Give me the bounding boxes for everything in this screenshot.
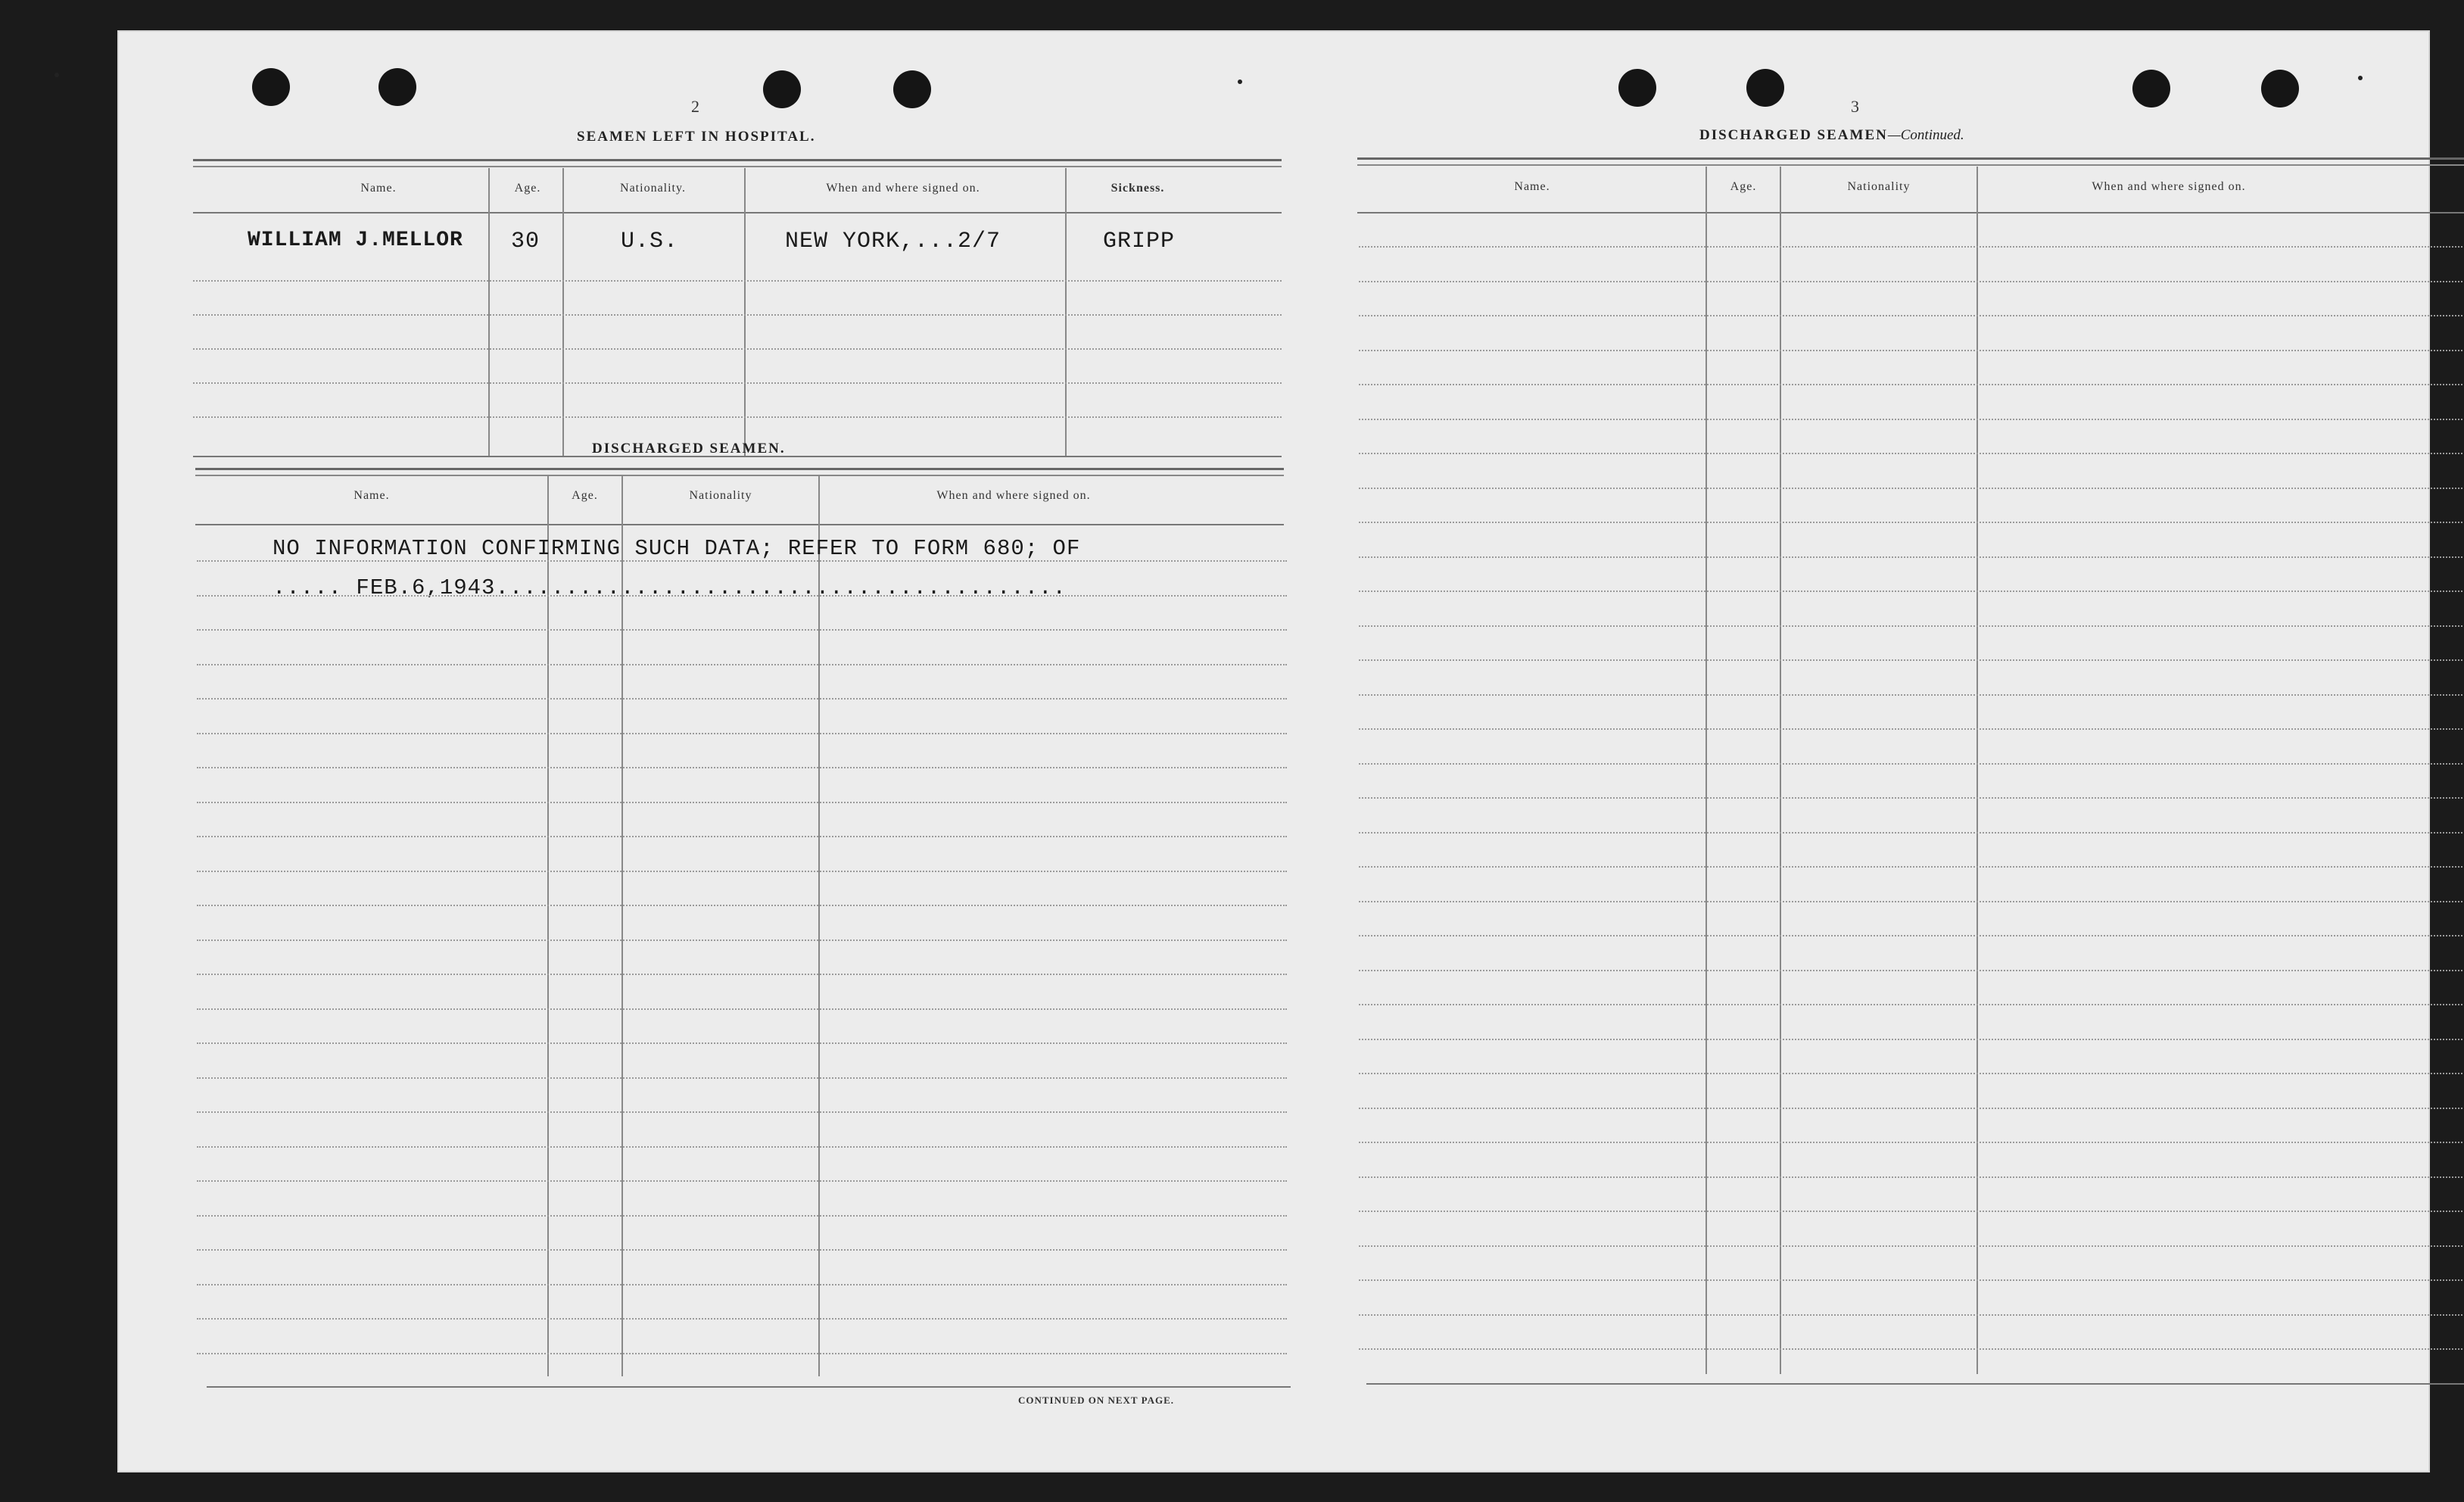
ruled-line	[1359, 1279, 2464, 1281]
right-header-signed-on: When and where signed on.	[2092, 180, 2246, 193]
ruled-line	[1359, 728, 2464, 730]
right-header-age: Age.	[1730, 180, 1757, 193]
hospital-top-rule	[193, 159, 1282, 167]
ruled-line	[197, 733, 1287, 734]
hospital-header-nationality: Nationality.	[620, 182, 686, 195]
punch-hole	[763, 70, 801, 108]
hospital-sickness-value: GRIPP	[1103, 229, 1176, 254]
hospital-header-rule	[193, 212, 1282, 213]
ruled-line	[197, 1284, 1287, 1285]
ruled-line	[193, 382, 1282, 384]
ruled-line	[1359, 625, 2464, 627]
ruled-line	[1359, 281, 2464, 282]
ruled-line	[1359, 488, 2464, 489]
ruled-line	[197, 595, 1287, 597]
ruled-line	[1359, 1176, 2464, 1178]
hospital-nationality-value: U.S.	[621, 229, 679, 254]
ruled-line	[197, 836, 1287, 837]
ruled-line	[1359, 1314, 2464, 1316]
speck	[2358, 76, 2363, 80]
punch-hole	[252, 68, 290, 106]
ruled-line	[197, 1077, 1287, 1079]
right-header-name: Name.	[1514, 180, 1550, 193]
ruled-line	[1359, 832, 2464, 834]
punch-hole	[1746, 69, 1784, 107]
discharged-header-signed-on: When and where signed on.	[936, 489, 1091, 502]
ruled-line	[1359, 797, 2464, 799]
document-sheet	[117, 30, 2430, 1472]
hospital-header-age: Age.	[514, 182, 541, 195]
ruled-line	[197, 1111, 1287, 1113]
ruled-line	[197, 560, 1287, 562]
ruled-line	[1359, 694, 2464, 696]
ruled-line	[197, 974, 1287, 975]
ruled-line	[1359, 901, 2464, 902]
ruled-line	[197, 1249, 1287, 1251]
left-bottom-rule	[207, 1386, 1291, 1388]
ruled-line	[1359, 1142, 2464, 1143]
ruled-line	[197, 698, 1287, 700]
right-col-divider	[1705, 167, 1707, 1374]
ruled-line	[1359, 246, 2464, 248]
ruled-line	[1359, 591, 2464, 592]
right-header-nationality: Nationality	[1847, 180, 1911, 193]
ruled-line	[1359, 935, 2464, 936]
ruled-line	[1359, 1108, 2464, 1109]
discharged-col-divider	[547, 475, 549, 1376]
ruled-line	[1359, 556, 2464, 558]
discharged-header-age: Age.	[572, 489, 598, 502]
right-title-main: DISCHARGED SEAMEN	[1699, 127, 1888, 143]
hospital-col-divider	[562, 168, 564, 457]
ruled-line	[197, 1180, 1287, 1182]
ruled-line	[1359, 350, 2464, 351]
hospital-col-divider	[1065, 168, 1067, 457]
ruled-line	[193, 314, 1282, 316]
ruled-line	[1359, 1039, 2464, 1040]
hospital-col-divider	[488, 168, 490, 457]
ruled-line	[1359, 1245, 2464, 1247]
discharged-col-divider	[621, 475, 623, 1376]
ruled-line	[197, 905, 1287, 906]
speck	[1238, 79, 1242, 84]
punch-hole	[378, 68, 416, 106]
ruled-line	[197, 629, 1287, 631]
page-number-left: 2	[691, 97, 699, 116]
ruled-line	[197, 1008, 1287, 1010]
hospital-signed-on-value: NEW YORK,...2/7	[785, 229, 1001, 254]
ruled-line	[1359, 419, 2464, 420]
ruled-line	[1359, 384, 2464, 385]
hospital-header-sickness: Sickness.	[1111, 182, 1165, 195]
ruled-line	[197, 1146, 1287, 1148]
discharged-col-divider	[818, 475, 820, 1376]
punch-hole	[893, 70, 931, 108]
right-top-rule	[1357, 157, 2464, 166]
ruled-line	[1359, 866, 2464, 868]
hospital-section-title: SEAMEN LEFT IN HOSPITAL.	[577, 129, 816, 145]
discharged-section-title: DISCHARGED SEAMEN.	[592, 441, 786, 457]
ruled-line	[1359, 1348, 2464, 1350]
ruled-line	[197, 1353, 1287, 1354]
discharged-header-rule	[195, 524, 1284, 525]
ruled-line	[1359, 659, 2464, 661]
punch-hole	[2132, 70, 2170, 108]
right-col-divider	[1780, 167, 1781, 1374]
ruled-line	[193, 416, 1282, 418]
ruled-line	[1359, 1073, 2464, 1074]
ruled-line	[197, 664, 1287, 665]
discharged-header-nationality: Nationality	[689, 489, 752, 502]
discharged-note-line-2: ..... FEB.6,1943.........................................	[273, 575, 1067, 600]
ruled-line	[193, 348, 1282, 350]
hospital-name-value: WILLIAM J.MELLOR	[248, 229, 463, 252]
punch-hole	[1618, 69, 1656, 107]
ruled-line	[197, 1318, 1287, 1320]
hospital-header-name: Name.	[360, 182, 397, 195]
right-section-title	[1699, 127, 1964, 144]
ruled-line	[197, 871, 1287, 872]
hospital-col-divider	[744, 168, 746, 457]
right-title-continued: —Continued.	[1887, 127, 1964, 143]
ruled-line	[197, 1215, 1287, 1217]
discharged-note-line-1: NO INFORMATION CONFIRMING SUCH DATA; REFER TO FORM 680; OF	[273, 536, 1081, 561]
ruled-line	[197, 767, 1287, 768]
ruled-line	[193, 280, 1282, 282]
ruled-line	[1359, 453, 2464, 454]
ruled-line	[1359, 1211, 2464, 1212]
continued-footer: CONTINUED ON NEXT PAGE.	[1018, 1394, 1174, 1406]
right-col-divider	[1976, 167, 1978, 1374]
page-number-right: 3	[1851, 97, 1859, 116]
hospital-header-signed-on: When and where signed on.	[826, 182, 980, 195]
punch-hole	[2261, 70, 2299, 108]
ruled-line	[197, 1042, 1287, 1044]
ruled-line	[1359, 522, 2464, 523]
ruled-line	[1359, 315, 2464, 316]
speck	[55, 73, 59, 77]
discharged-top-rule	[195, 468, 1284, 476]
hospital-age-value: 30	[511, 229, 540, 254]
ruled-line	[1359, 763, 2464, 765]
ruled-line	[197, 802, 1287, 803]
right-bottom-rule	[1366, 1383, 2464, 1385]
ruled-line	[1359, 1004, 2464, 1005]
right-header-rule	[1357, 212, 2464, 213]
ruled-line	[1359, 970, 2464, 971]
ruled-line	[197, 940, 1287, 941]
discharged-header-name: Name.	[354, 489, 390, 502]
